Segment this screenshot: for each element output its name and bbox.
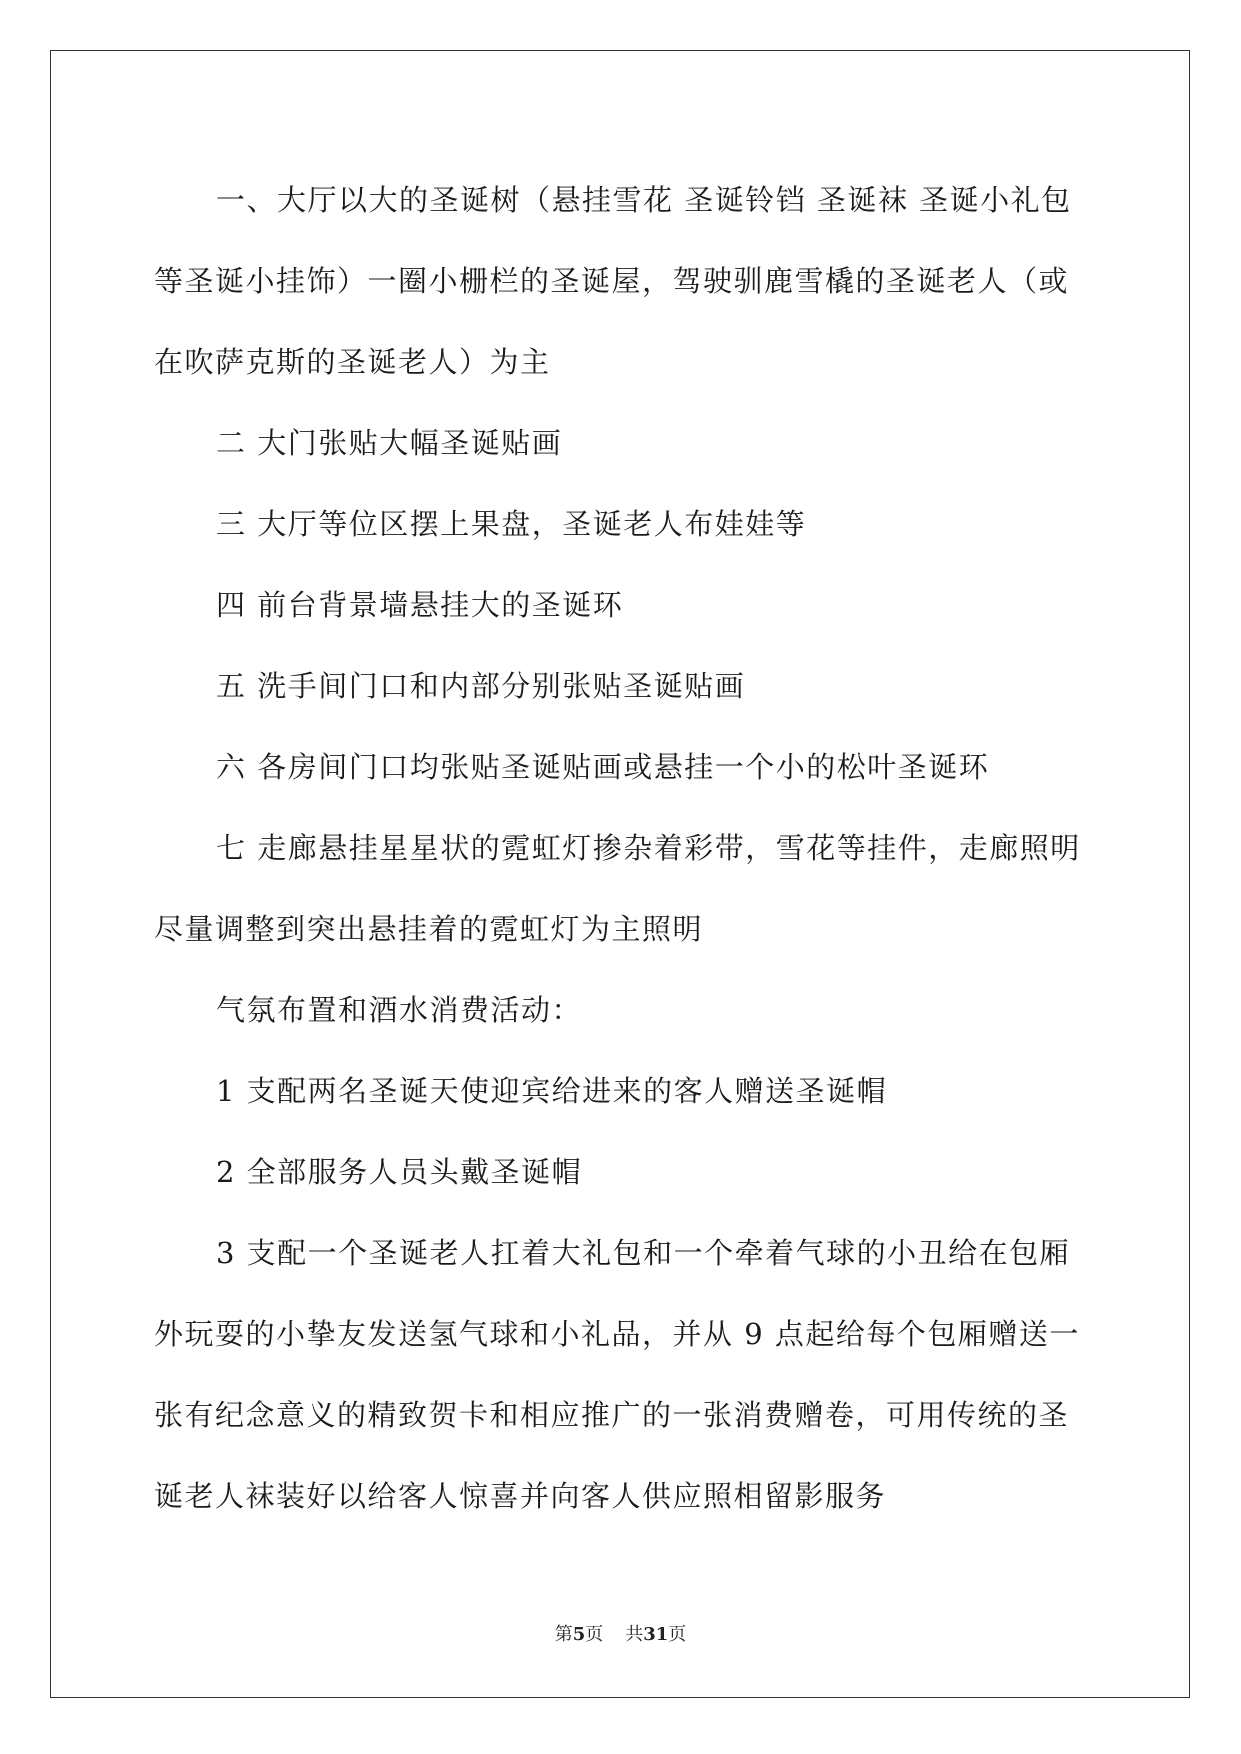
paragraph-angels: 1 支配两名圣诞天使迎宾给进来的客人赠送圣诞帽 <box>216 1074 888 1108</box>
page-suffix: 页 <box>585 1624 604 1645</box>
total-suffix: 页 <box>668 1624 687 1645</box>
total-prefix: 共 <box>625 1624 644 1645</box>
paragraph-front-desk: 四 前台背景墙悬挂大的圣诞环 <box>216 588 624 622</box>
paragraph-corridor: 七 走廊悬挂星星状的霓虹灯掺杂着彩带，雪花等挂件，走廊照明尽量调整到突出悬挂着的霓虹灯为主照明 <box>154 831 1081 946</box>
paragraph-restroom: 五 洗手间门口和内部分别张贴圣诞贴画 <box>216 669 746 703</box>
page-total: 31 <box>643 1624 669 1645</box>
paragraph-staff-hats: 2 全部服务人员头戴圣诞帽 <box>216 1155 583 1189</box>
section-heading-activities: 气氛布置和酒水消费活动： <box>216 993 583 1027</box>
paragraph-santa-clown: 3 支配一个圣诞老人扛着大礼包和一个牵着气球的小丑给在包厢外玩耍的小挚友发送氢气球和小礼品，并从 9 点起给每个包厢赠送一张有纪念意义的精致贺卡和相应推广的一张消费赠卷，可用传统的圣诞老人袜装好以给客人惊喜并向客人供应照相留影服务 <box>154 1236 1080 1513</box>
paragraph-gate: 二 大门张贴大幅圣诞贴画 <box>216 426 563 460</box>
page-current: 5 <box>572 1624 586 1645</box>
document-body <box>154 160 1094 1537</box>
paragraph-waiting-area: 三 大厅等位区摆上果盘，圣诞老人布娃娃等 <box>216 507 807 541</box>
page-prefix: 第 <box>554 1624 573 1645</box>
paragraph-decoration-hall: 一、大厅以大的圣诞树（悬挂雪花 圣诞铃铛 圣诞袜 圣诞小礼包等圣诞小挂饰）一圈小栅栏的圣诞屋，驾驶驯鹿雪橇的圣诞老人（或在吹萨克斯的圣诞老人）为主 <box>154 183 1072 379</box>
page-footer <box>0 1620 1241 1646</box>
paragraph-rooms: 六 各房间门口均张贴圣诞贴画或悬挂一个小的松叶圣诞环 <box>216 750 990 784</box>
